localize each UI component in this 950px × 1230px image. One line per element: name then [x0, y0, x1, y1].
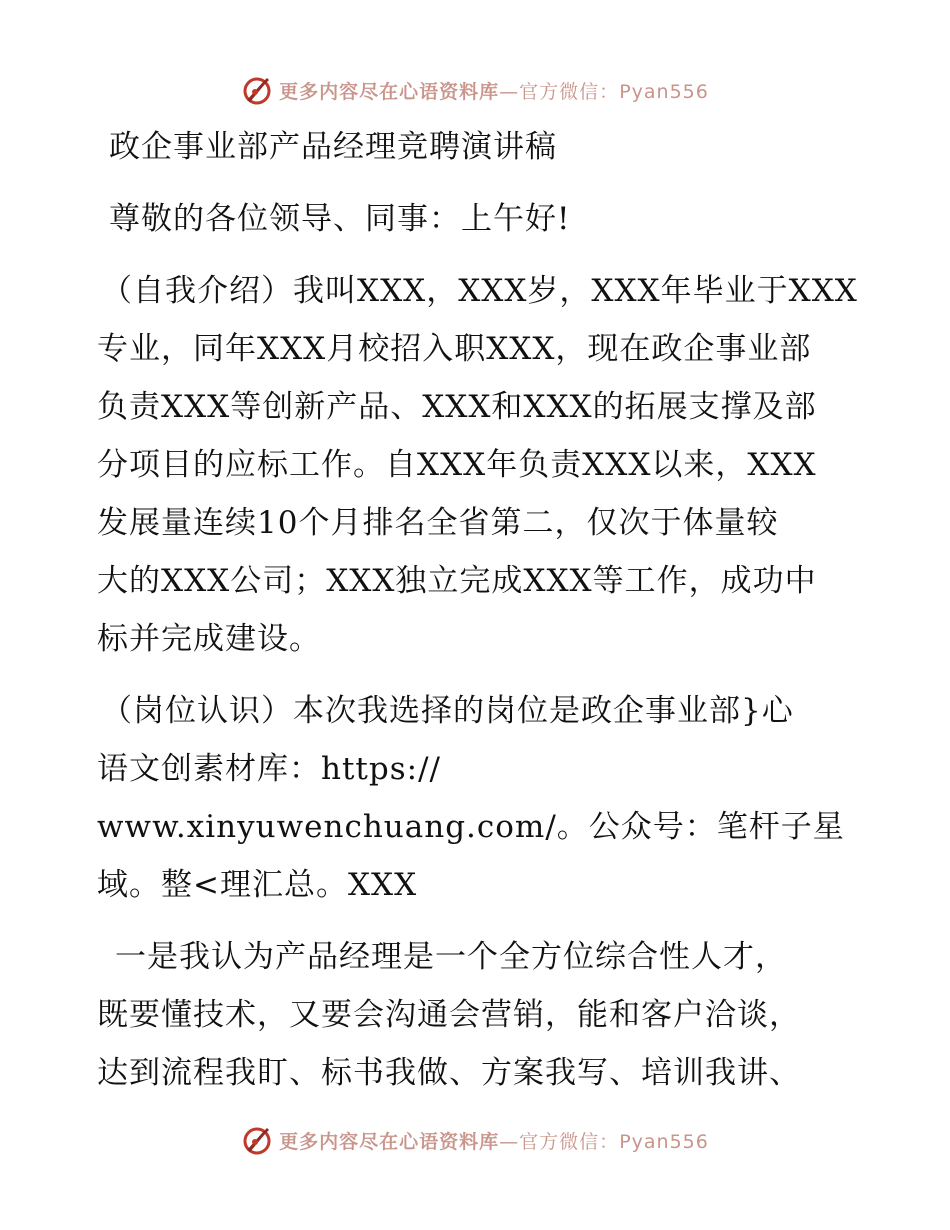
- paragraph-line: 负责XXX等创新产品、XXX和XXX的拓展支撑及部: [97, 389, 817, 425]
- paragraph-line: 既要懂技术，又要会沟通会营销，能和客户洽谈，: [97, 997, 801, 1033]
- watermark-main: 更多内容尽在心语资料库: [279, 1130, 500, 1153]
- paragraph-line: 大的XXX公司；XXX独立完成XXX等工作，成功中: [97, 563, 817, 599]
- brush-logo-icon: [241, 74, 273, 106]
- paragraph-line: （自我介绍）我叫XXX，XXX岁，XXX年毕业于XXX: [101, 273, 858, 309]
- paragraph-line: 语文创素材库：https://: [97, 751, 441, 787]
- watermark-text: [279, 77, 709, 104]
- paragraph-line: （岗位认识）本次我选择的岗位是政企事业部}心: [101, 693, 794, 729]
- header-watermark: [0, 70, 950, 110]
- paragraph-role-understanding: [97, 682, 867, 914]
- watermark-wechat-id: Pyan556: [619, 1130, 709, 1153]
- brush-logo-icon: [241, 1124, 273, 1156]
- document-title: 政企事业部产品经理竞聘演讲稿: [109, 129, 557, 165]
- document-greeting: 尊敬的各位领导、同事：上午好!: [109, 201, 571, 237]
- paragraph-line: 一是我认为产品经理是一个全方位综合性人才，: [115, 939, 787, 975]
- paragraph-self-intro: [97, 262, 867, 668]
- paragraph-line: 分项目的应标工作。自XXX年负责XXX以来，XXX: [97, 447, 817, 483]
- paragraph-line: 达到流程我盯、标书我做、方案我写、培训我讲、: [97, 1055, 801, 1091]
- watermark-dash: —: [499, 1130, 520, 1153]
- watermark-wechat-id: Pyan556: [619, 80, 709, 103]
- watermark-wechat-label: 官方微信：: [519, 1130, 620, 1153]
- watermark-wechat-label: 官方微信：: [519, 80, 620, 103]
- paragraph-line: 标并完成建设。: [97, 621, 321, 657]
- watermark-main: 更多内容尽在心语资料库: [279, 80, 500, 103]
- watermark-text: [279, 1127, 709, 1154]
- paragraph-line: 发展量连续10个月排名全省第二，仅次于体量较: [97, 505, 779, 541]
- paragraph-line: 域。整<理汇总。XXX: [97, 867, 418, 903]
- paragraph-line: 专业，同年XXX月校招入职XXX，现在政企事业部: [97, 331, 812, 367]
- footer-watermark: [0, 1120, 950, 1160]
- document-body: [97, 118, 867, 1116]
- paragraph-point-one: [97, 928, 867, 1102]
- watermark-dash: —: [499, 80, 520, 103]
- paragraph-line: www.xinyuwenchuang.com/。公众号：笔杆子星: [97, 809, 845, 845]
